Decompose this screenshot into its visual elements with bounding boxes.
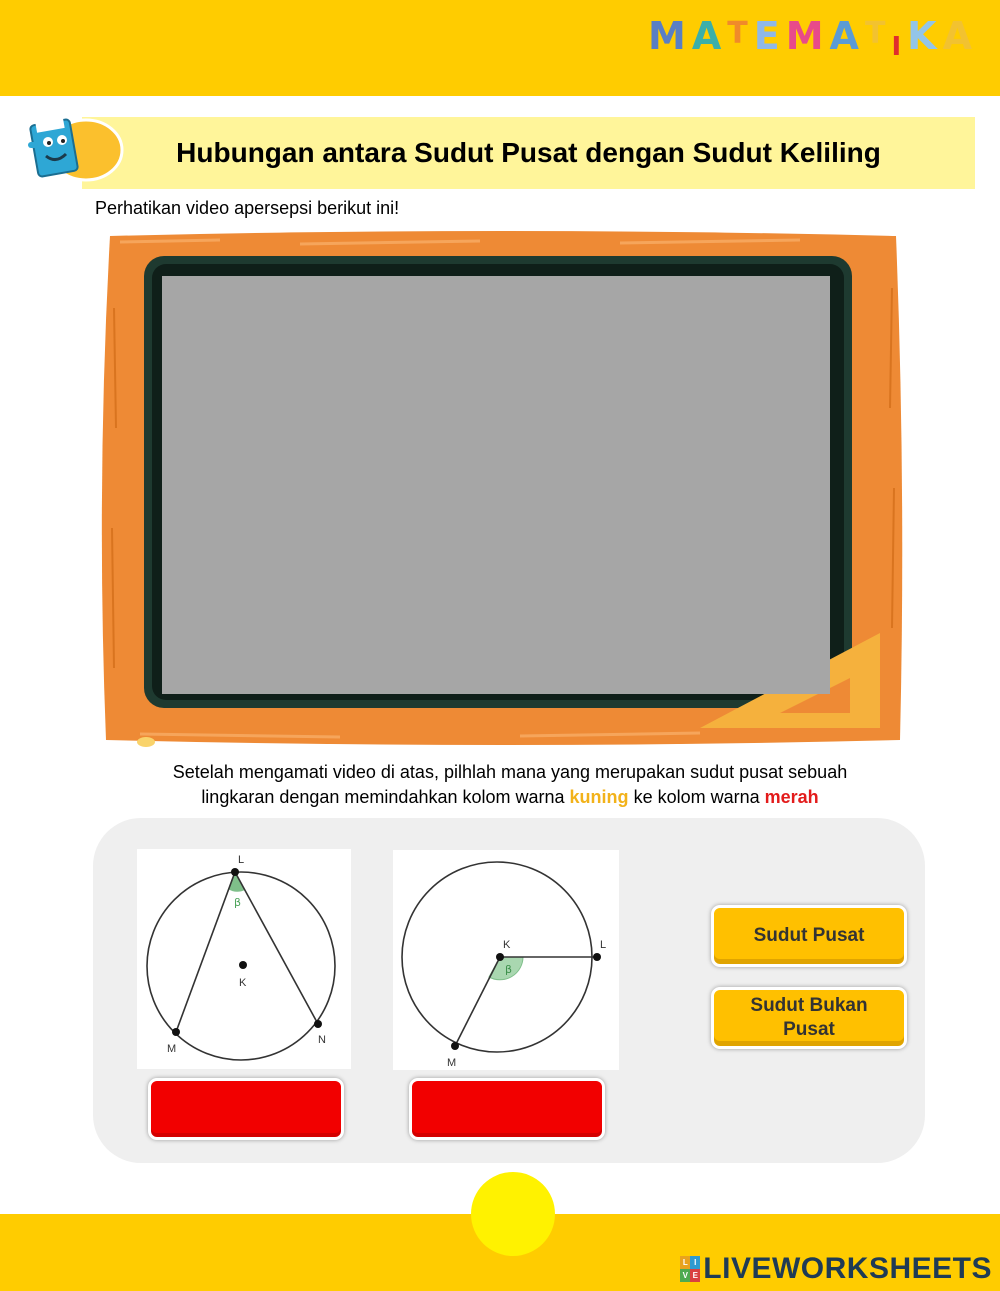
keyword-red: merah xyxy=(764,787,819,807)
brand-title xyxy=(648,14,978,62)
badge-letter: V xyxy=(680,1269,690,1282)
brand-letter: K xyxy=(907,14,943,58)
badge-letter: I xyxy=(690,1256,700,1269)
brand-letter: T xyxy=(727,16,754,51)
answer-chip-sudut-pusat[interactable] xyxy=(711,905,907,967)
brand-letter: E xyxy=(753,14,786,58)
brand-letter: M xyxy=(785,14,830,58)
inscribed-label-l: L xyxy=(238,854,245,866)
instruction-text xyxy=(120,760,900,810)
brand-letter: A xyxy=(691,14,728,58)
brand-letter: T xyxy=(864,16,892,51)
inscribed-label-k: K xyxy=(239,977,247,989)
central-label-k: K xyxy=(503,939,511,951)
inscribed-angle-figure xyxy=(137,849,351,1069)
central-label-m: M xyxy=(447,1057,457,1069)
video-player[interactable] xyxy=(162,276,830,694)
instruction-line-1: Setelah mengamati video di atas, pilhlah mana yang merupakan sudut pusat sebuah xyxy=(172,762,848,782)
brand-letter: A xyxy=(942,14,978,58)
liveworksheets-badge-icon xyxy=(680,1256,700,1282)
drop-target-1[interactable] xyxy=(148,1078,344,1140)
brand-letter: M xyxy=(648,14,692,58)
keyword-yellow: kuning xyxy=(569,787,629,807)
answer-chip-label: Sudut Pusat xyxy=(753,925,865,946)
badge-letter: L xyxy=(680,1256,690,1269)
intro-text: Perhatikan video apersepsi berikut ini! xyxy=(95,198,400,218)
central-angle-beta: β xyxy=(505,963,513,976)
page-title: Hubungan antara Sudut Pusat dengan Sudut Keliling xyxy=(176,137,881,168)
instruction-line-2 xyxy=(120,785,900,810)
instruction-line-2-middle: ke kolom warna xyxy=(633,787,760,807)
inscribed-angle-beta: β xyxy=(234,896,242,909)
drop-target-2[interactable] xyxy=(409,1078,605,1140)
central-angle-figure xyxy=(393,850,619,1070)
answer-chip-sudut-bukan-pusat[interactable] xyxy=(711,987,907,1049)
decorative-circle xyxy=(471,1172,555,1256)
instruction-line-2-prefix: lingkaran dengan memindahkan kolom warna xyxy=(201,787,565,807)
central-label-l: L xyxy=(600,939,607,951)
brand-letter: I xyxy=(891,32,908,62)
liveworksheets-wordmark: LIVEWORKSHEETS xyxy=(703,1252,992,1285)
answer-chip-label: Sudut Bukan Pusat xyxy=(750,995,868,1040)
inscribed-label-n: N xyxy=(318,1034,326,1046)
brand-letter: A xyxy=(829,14,865,58)
inscribed-label-m: M xyxy=(167,1043,177,1055)
badge-letter: E xyxy=(690,1269,700,1282)
liveworksheets-logo xyxy=(680,1252,992,1286)
